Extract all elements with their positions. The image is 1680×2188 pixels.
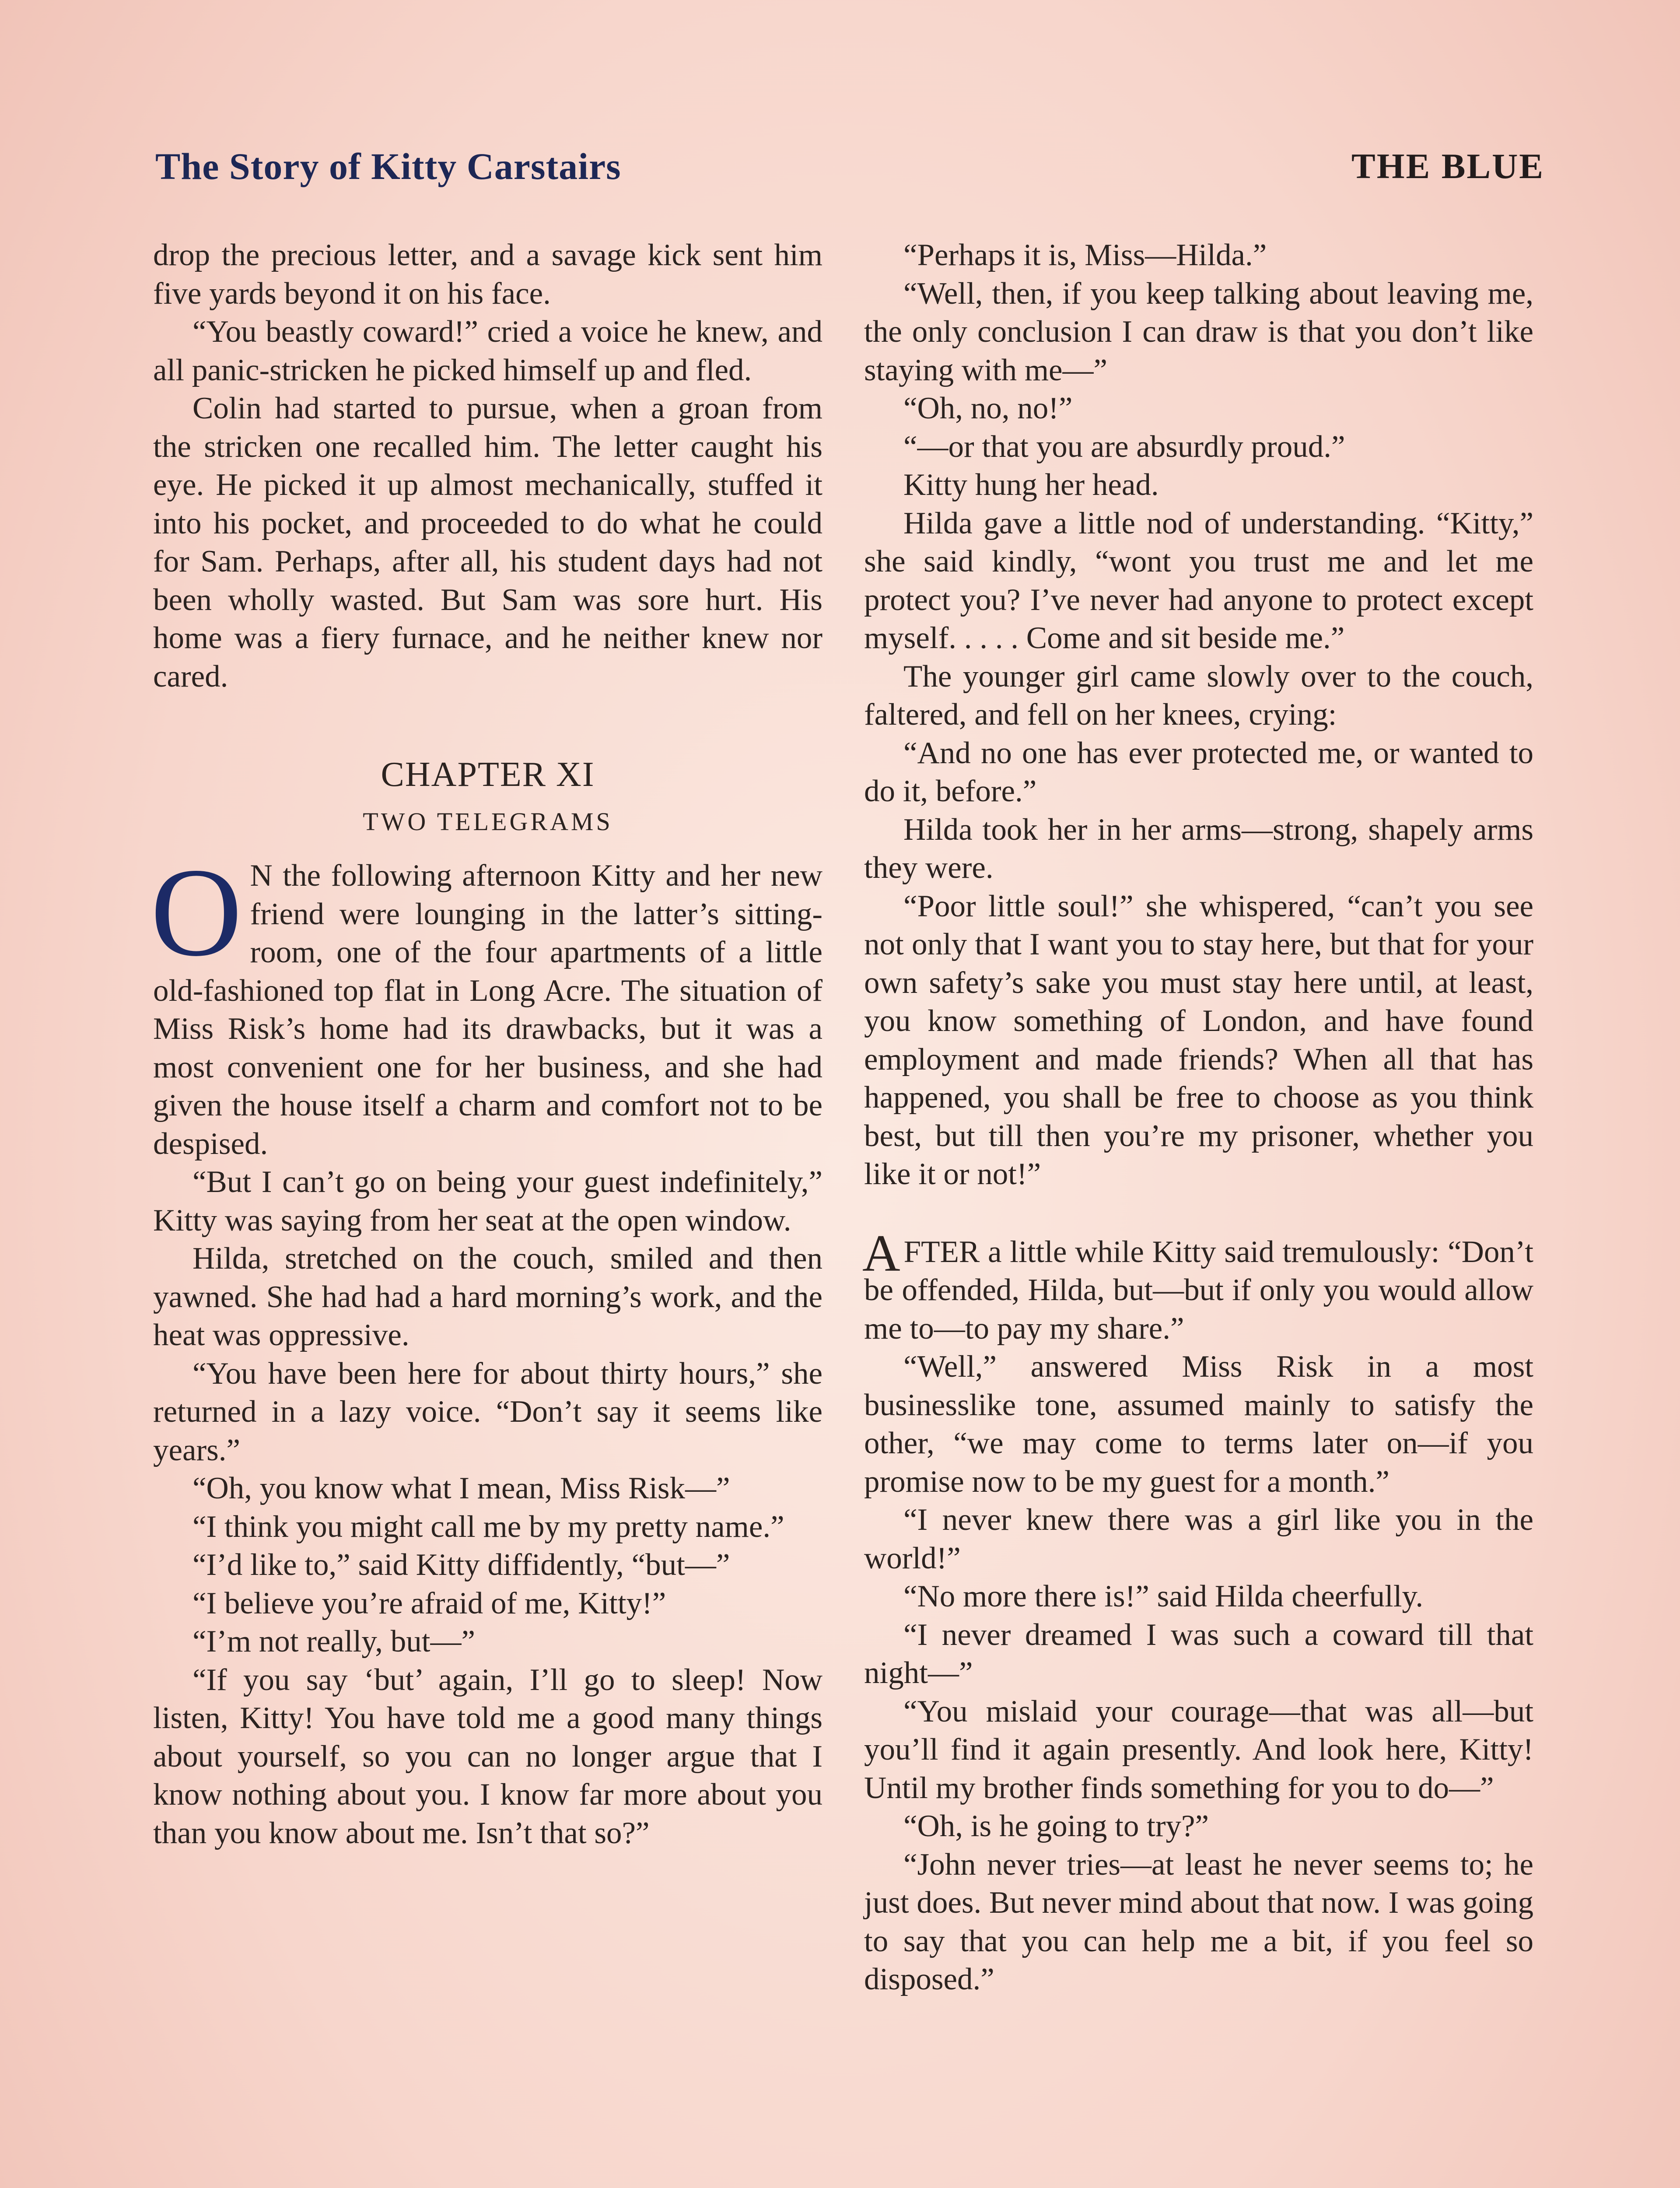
magazine-name: THE BLUE: [1351, 146, 1544, 186]
paragraph: Hilda, stretched on the couch, smiled and then yawned. She had had a hard morning’s work, and the heat was oppressive.: [153, 1241, 822, 1352]
section-opening-text: FTER a little while Kitty said tremulously: “Don’t be offended, Hilda, but—but if only you would allow me to—to pay my share.”: [864, 1234, 1533, 1346]
running-title: The Story of Kitty Carstairs: [155, 145, 621, 187]
paragraph: “You beastly coward!” cried a voice he knew, and all panic-stricken he picked himself up and fled.: [153, 315, 822, 387]
paragraph: “Poor little soul!” she whispered, “can’t you see not only that I want you to stay here, but that for your own safety’s sake you must stay here until, at least, you know something of London, and have found employment and made friends? When all that has happened, you shall be free to choose as you think best, but till then you’re my prisoner, whether you like it or not!”: [864, 889, 1533, 1191]
chapter-heading: CHAPTER XI: [381, 755, 595, 794]
section-break: [864, 1194, 1533, 1233]
paragraph: “You mislaid your courage—that was all—but you’ll find it again presently. And look here, Kitty! Until my brother finds something for you to do—”: [864, 1694, 1533, 1805]
paragraph: Hilda took her in her arms—strong, shapely arms they were.: [864, 812, 1533, 885]
paragraph: “I believe you’re afraid of me, Kitty!”: [192, 1586, 666, 1620]
chapter-opening-paragraph: [150, 842, 822, 1163]
paragraph: “I’d like to,” said Kitty diffidently, “but—”: [192, 1548, 730, 1582]
section-initial: A: [862, 1224, 900, 1282]
paragraph: “Oh, no, no!”: [903, 391, 1073, 425]
paragraph: Colin had started to pursue, when a groan from the stricken one recalled him. The letter caught his eye. He picked it up almost mechanically, stuffed it into his pocket, and proceeded to do what he could for Sam. Perhaps, after all, his student days had not been wholly wasted. But Sam was sore hurt. His home was a fiery furnace, and he neither knew nor cared.: [153, 391, 822, 694]
page-header: [155, 140, 1544, 193]
drop-cap: O: [150, 842, 242, 982]
paragraph: “Well, then, if you keep talking about leaving me, the only conclusion I can draw is that you don’t like staying with me—”: [864, 276, 1533, 387]
paragraph: “I’m not really, but—”: [192, 1624, 476, 1659]
left-column: [150, 236, 822, 2188]
paragraph: “And no one has ever protected me, or wanted to do it, before.”: [864, 736, 1533, 808]
paragraph: “—or that you are absurdly proud.”: [903, 429, 1345, 464]
paragraph: “If you say ‘but’ again, I’ll go to sleep! Now listen, Kitty! You have told me a good many things about yourself, so you can no longer argue that I know nothing about you. I know far more about you than you know about me. Isn’t that so?”: [153, 1662, 822, 1850]
paragraph: “You have been here for about thirty hours,” she returned in a lazy voice. “Don’t say it seems like years.”: [153, 1356, 822, 1467]
paragraph: “I never dreamed I was such a coward till that night—”: [864, 1617, 1533, 1690]
opening-text: N the following afternoon Kitty and her new friend were lounging in the latter’s sitting-room, one of the four apartments of a little old-fashioned top flat in Long Acre. The situation of Miss Risk’s home had its drawbacks, but it was a most convenient one for her business, and she had given the house itself a charm and comfort not to be despised.: [153, 859, 822, 1161]
paragraph: The younger girl came slowly over to the couch, faltered, and fell on her knees, crying:: [864, 659, 1533, 732]
paragraph: “Oh, is he going to try?”: [903, 1809, 1209, 1843]
paragraph: “No more there is!” said Hilda cheerfully.: [903, 1579, 1424, 1613]
paragraph: “Perhaps it is, Miss—Hilda.”: [903, 238, 1267, 272]
paragraph: “I think you might call me by my pretty name.”: [192, 1509, 784, 1544]
right-column: [864, 236, 1533, 2188]
section-opening-paragraph: [862, 1224, 1533, 1348]
paragraph: “John never tries—at least he never seems to; he just does. But never mind about that now. I was going to say that you can help me a bit, if you feel so disposed.”: [864, 1847, 1533, 1996]
paragraph: “I never knew there was a girl like you in the world!”: [864, 1503, 1533, 1575]
paragraph: “Well,” answered Miss Risk in a most businesslike tone, assumed mainly to satisfy the other, “we may come to terms later on—if you promise now to be my guest for a month.”: [864, 1350, 1533, 1499]
chapter-subtitle: TWO TELEGRAMS: [363, 807, 613, 836]
paragraph: Hilda gave a little nod of understanding. “Kitty,” she said kindly, “wont you trust me and let me protect you? I’ve never had anyone to protect except myself. . . . . Come and sit beside me.”: [864, 506, 1533, 655]
paragraph: Kitty hung her head.: [903, 468, 1159, 502]
paragraph: “But I can’t go on being your guest indefinitely,” Kitty was saying from her seat at the open window.: [153, 1165, 822, 1238]
paragraph: drop the precious letter, and a savage kick sent him five yards beyond it on his face.: [153, 238, 822, 311]
paragraph: “Oh, you know what I mean, Miss Risk—”: [192, 1471, 730, 1505]
